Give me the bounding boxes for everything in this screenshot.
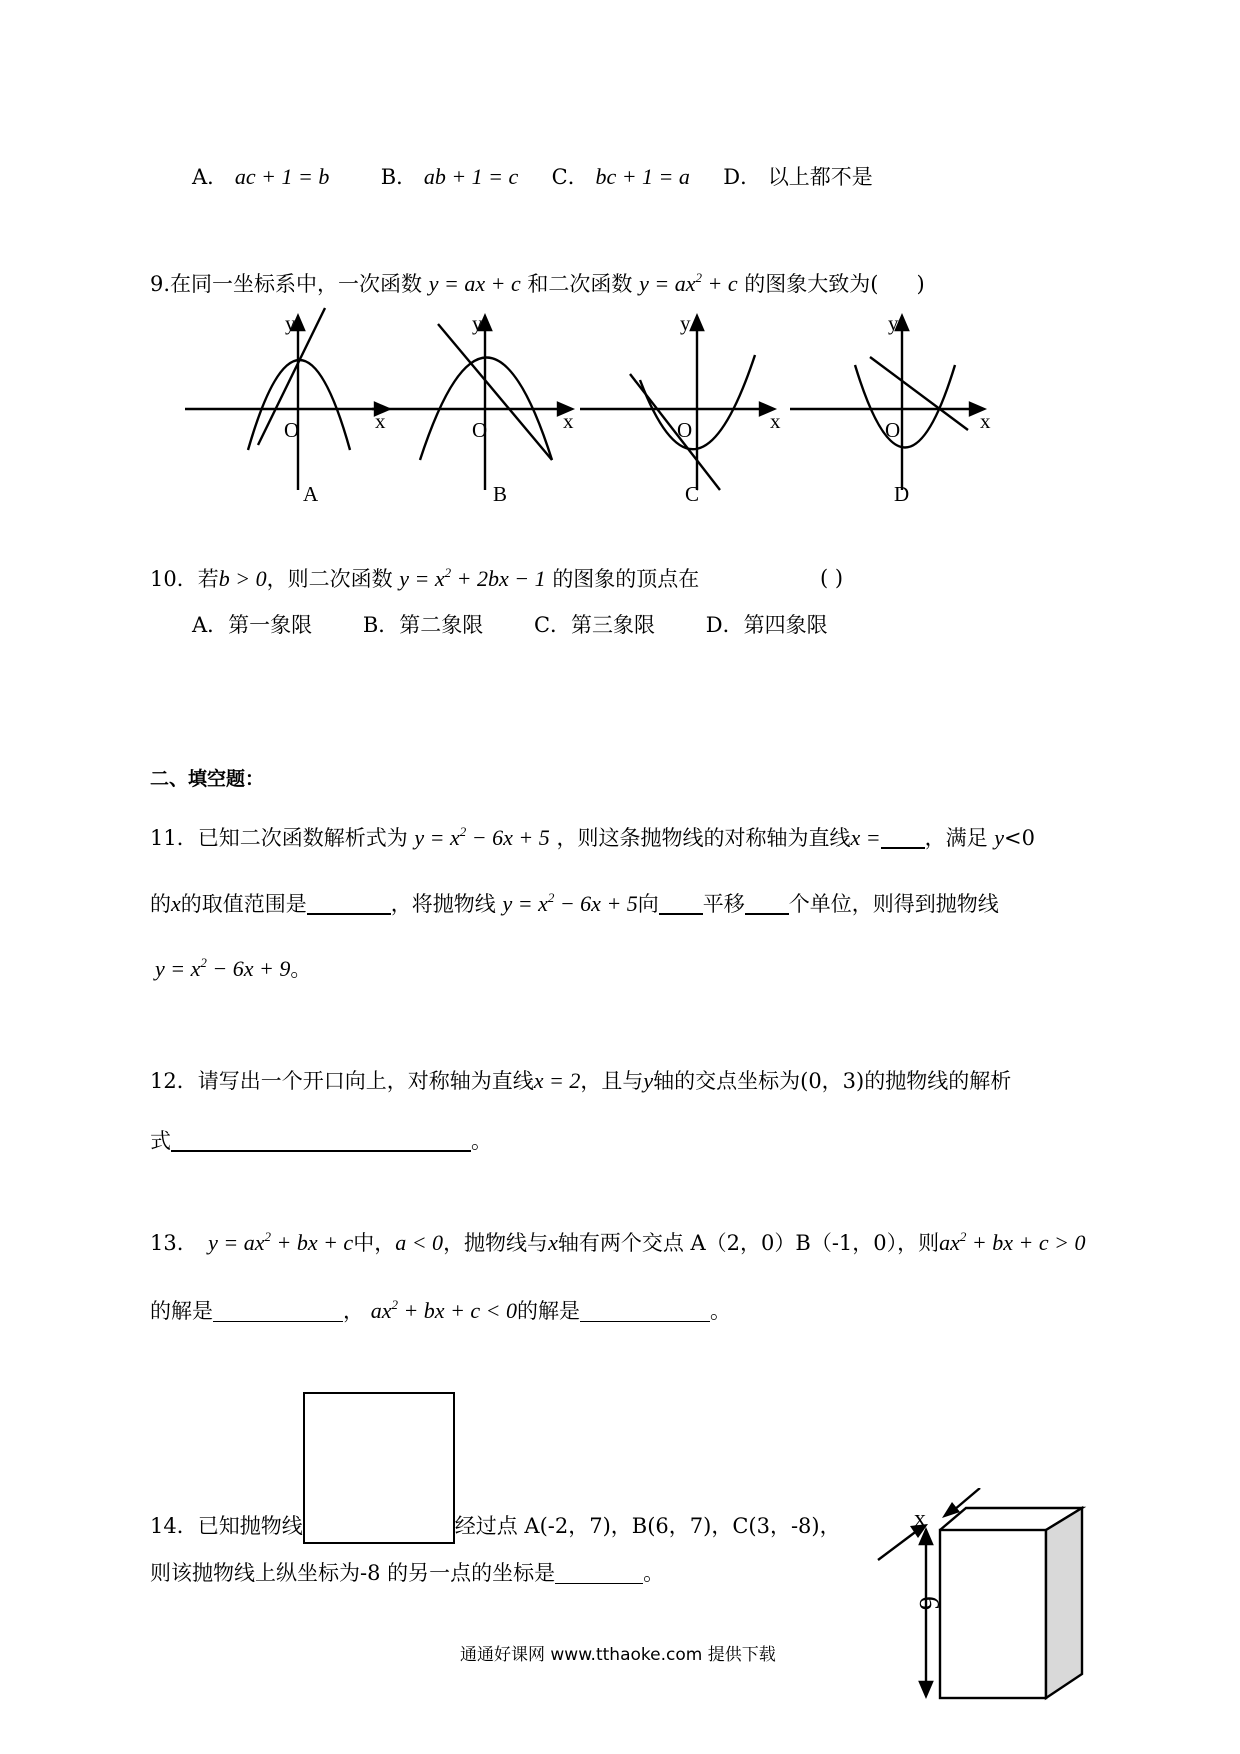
q12-blank[interactable]: [171, 1132, 471, 1152]
svg-text:y: y: [680, 311, 691, 335]
q13-blank-2[interactable]: [580, 1303, 710, 1322]
svg-text:y: y: [888, 311, 899, 335]
graph-b: [372, 316, 572, 490]
cube-figure: [860, 1488, 1100, 1704]
footer-source: 通通好课网 www.tthaoke.com 提供下载: [460, 1645, 776, 1665]
q8-option-c: bc + 1 = a: [595, 164, 690, 189]
q13-line2: 的解是 ， $ax^2$ + bx + c < 0的解是 。: [150, 1297, 732, 1323]
q12-line1: 12．请写出一个开口向上，对称轴为直线x = 2，且与y轴的交点坐标为(0，3)的抛物线的解析: [150, 1068, 1012, 1093]
svg-text:A: A: [303, 482, 319, 506]
graph-a: [185, 308, 389, 490]
svg-text:B: B: [493, 482, 508, 506]
svg-text:y: y: [285, 311, 296, 335]
q9-question: 9.在同一坐标系中，一次函数 y = ax + c 和二次函数 $y = ax^2 + c$ 的图象大致为( ): [150, 270, 925, 296]
q8-option-b: ab + 1 = c: [423, 164, 519, 189]
svg-text:x: x: [770, 409, 781, 433]
svg-text:D: D: [894, 482, 910, 506]
svg-text:x: x: [980, 409, 991, 433]
svg-text:x: x: [375, 409, 386, 433]
q11-blank-axis[interactable]: [881, 829, 925, 849]
svg-text:x: x: [914, 1506, 926, 1532]
q11-line1: 11．已知二次函数解析式为 $y = x^2 - 6x + 5$ ，则这条抛物线的对称轴为直线x = ，满足 y<0: [150, 824, 1035, 850]
q9-graphs: [0, 300, 1000, 520]
svg-text:x: x: [563, 409, 574, 433]
q13-line1: 13. $y = ax^2$ + bx + c中，a < 0，抛物线与x轴有两个交点 A（2，0）B（-1，0），则$ax^2$ + bx + c > 0: [150, 1229, 1086, 1255]
svg-text:O: O: [677, 418, 693, 442]
q8-option-d: 以上都不是: [767, 165, 873, 189]
svg-text:O: O: [885, 418, 901, 442]
svg-text:O: O: [284, 418, 300, 442]
q11-blank-range[interactable]: [307, 895, 391, 915]
q10-answer-paren: ( ): [820, 566, 844, 590]
q8-option-a: ac + 1 = b: [234, 164, 330, 189]
q11-line2: 的x的取值范围是 ，将抛物线 $y = x^2 - 6x + 5$向 平移 个单位，则得到抛物线: [150, 890, 999, 916]
q14-line1: 14．已知抛物线 经过点 A(-2，7)，B(6，7)，C(3，-8)，: [150, 1514, 841, 1538]
graph-c: [580, 316, 774, 490]
q11-blank-units[interactable]: [745, 895, 789, 915]
q11-blank-direction[interactable]: [659, 895, 703, 915]
q12-line2: 式 。: [150, 1129, 492, 1153]
graph-d: [790, 316, 984, 490]
q10-question: 10．若b > 0，则二次函数 $y = x^2 + 2bx - 1$ 的图象的顶点在: [150, 565, 700, 591]
svg-text:C: C: [685, 482, 700, 506]
svg-text:6: 6: [913, 1596, 944, 1610]
q11-line3: $y = x^2 - 6x + 9$。: [155, 955, 312, 981]
section-title: 二、填空题：: [150, 768, 265, 790]
q10-options: A．第一象限 B．第二象限 C．第三象限 D．第四象限: [192, 613, 828, 637]
q14-blank[interactable]: [555, 1565, 643, 1584]
q8-options: A． ac + 1 = b B． ab + 1 = c C． bc + 1 = a D． 以上都不是: [192, 164, 873, 189]
q13-blank-1[interactable]: [213, 1303, 343, 1322]
svg-text:y: y: [472, 311, 483, 335]
svg-text:O: O: [472, 418, 488, 442]
q14-line2: 则该抛物线上纵坐标为-8 的另一点的坐标是 。: [150, 1561, 665, 1585]
